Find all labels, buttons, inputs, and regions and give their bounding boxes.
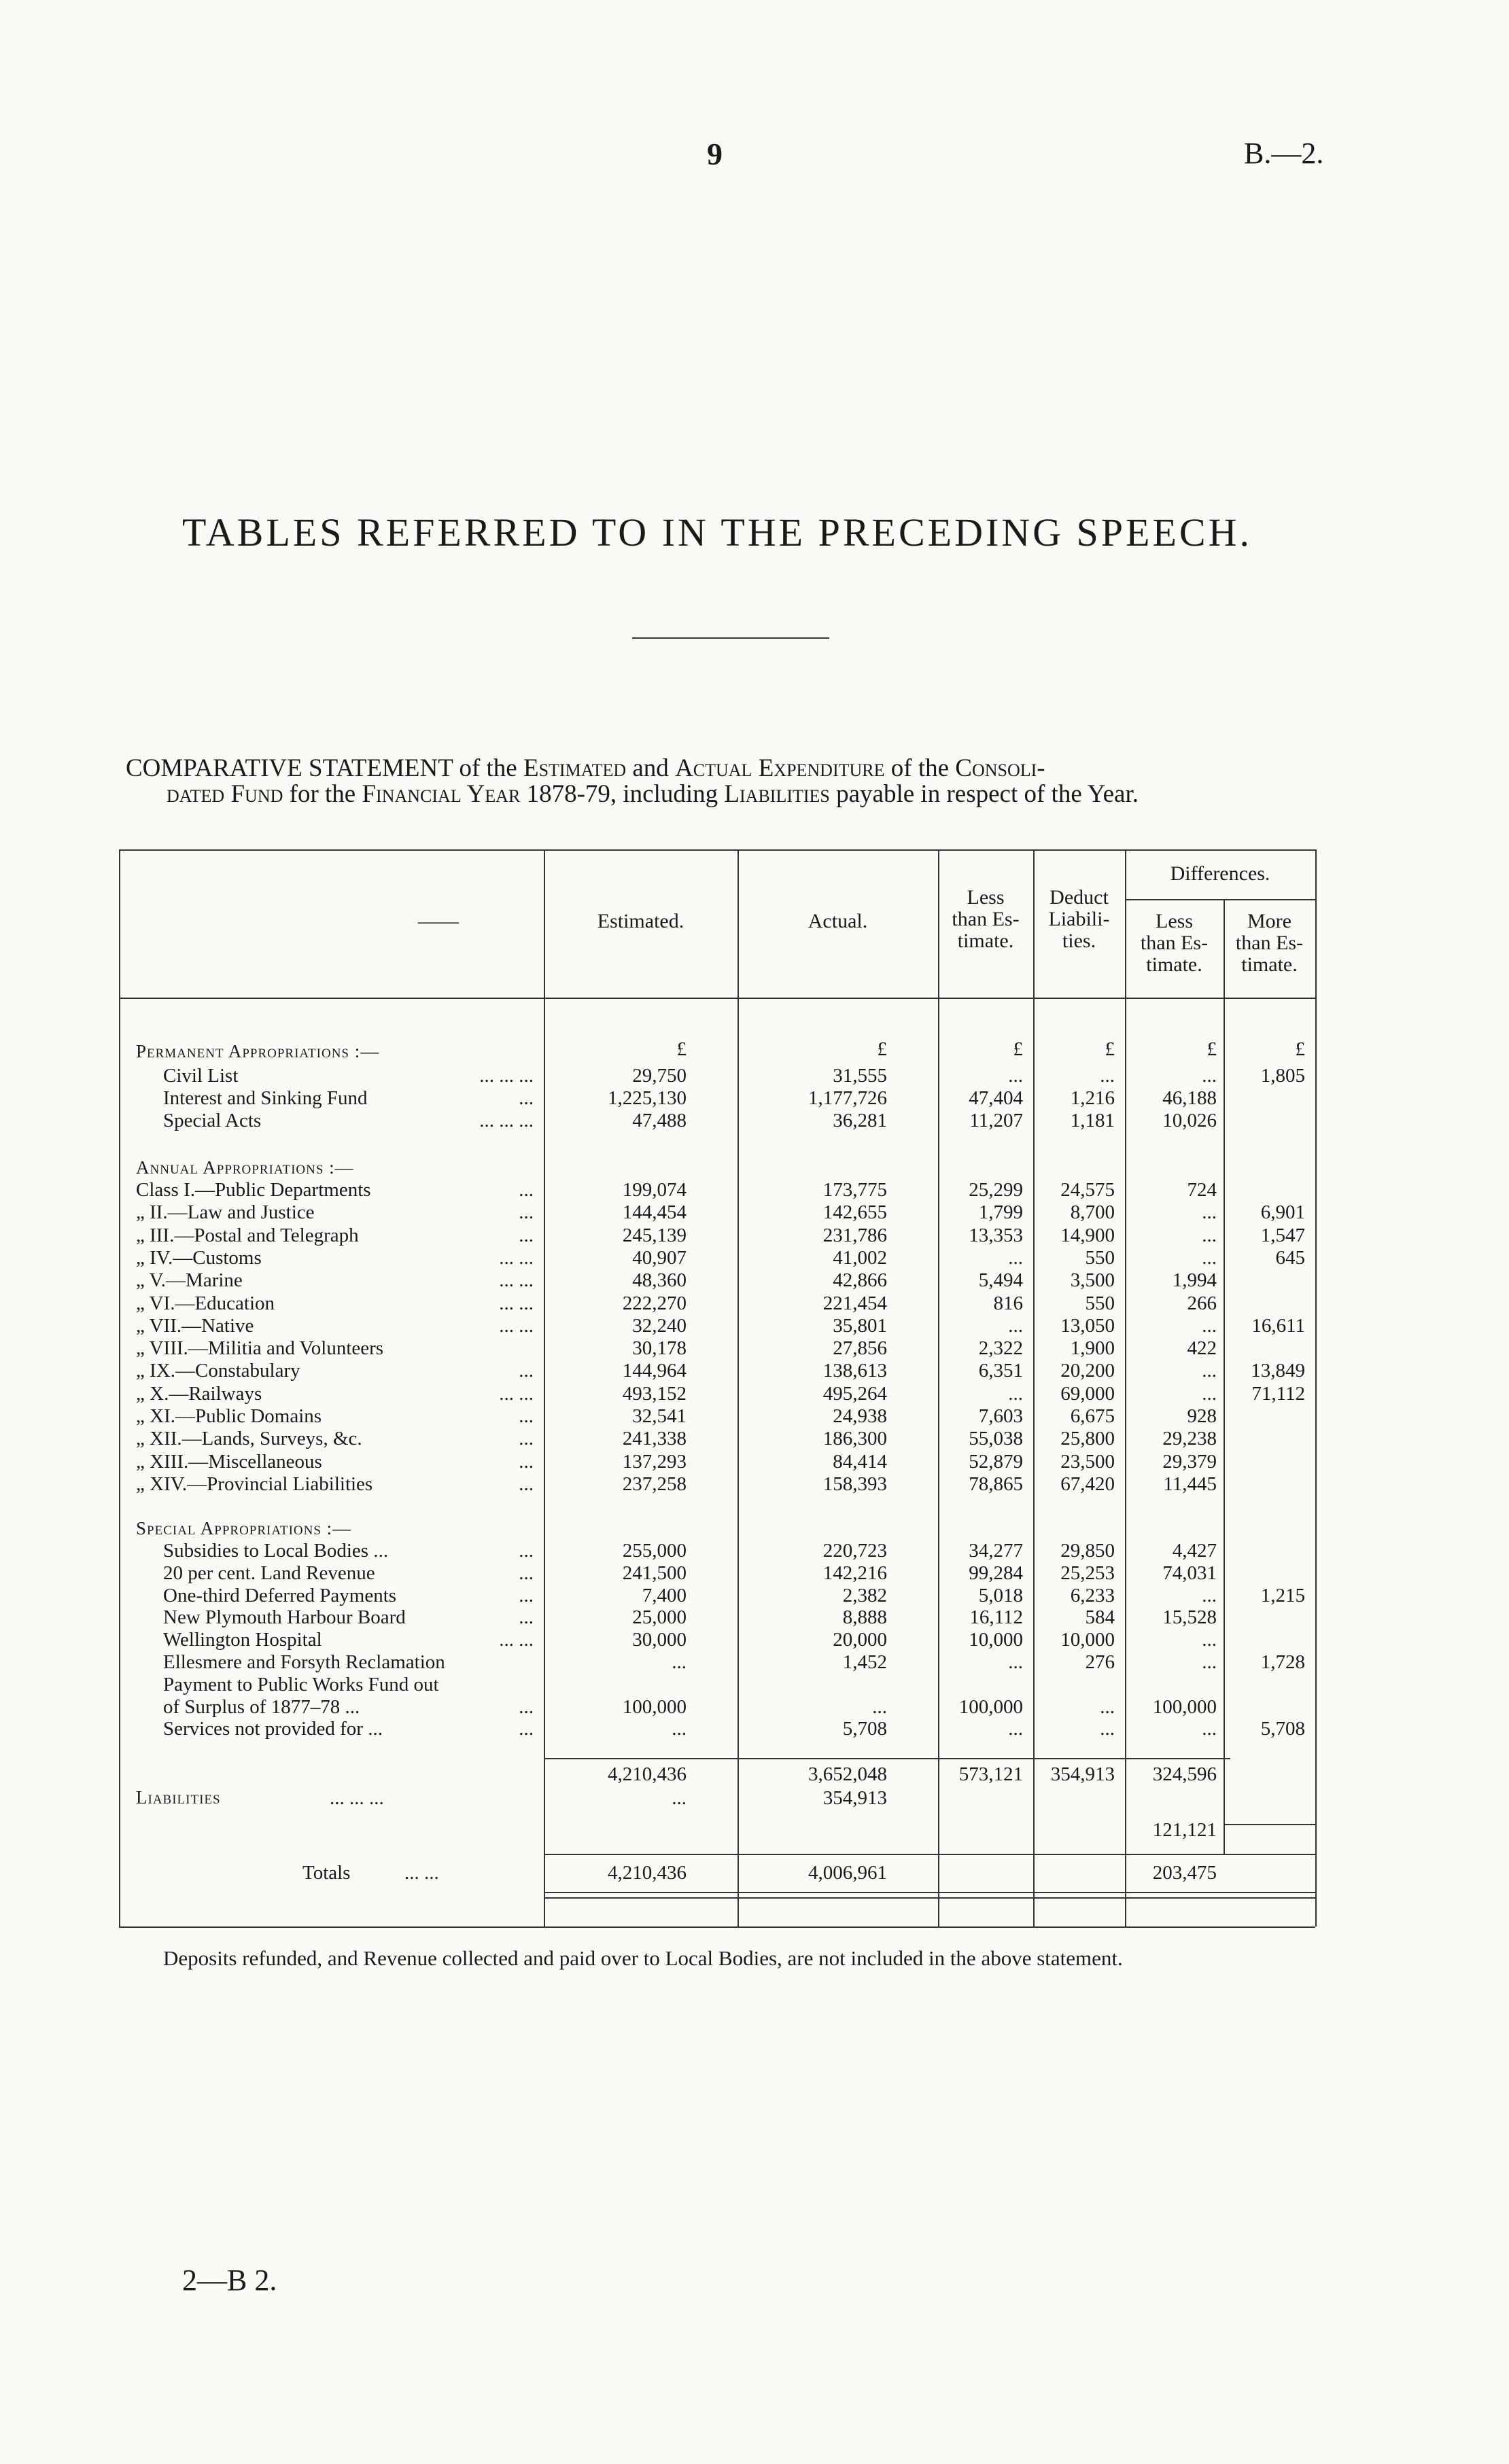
totals-label: Totals [302,1862,351,1884]
subtotal-rule [544,1758,1230,1759]
row-label: „ VI.—Education [136,1292,275,1314]
cell-less-than-estimate: 6,351 [978,1360,1023,1382]
row-leader-dots: ... [519,1562,534,1584]
heading-part: of the [453,754,523,782]
row-label: of Surplus of 1877–78 ... [163,1695,360,1718]
cell-actual: 1,452 [842,1651,887,1673]
cell-deduct-liabilities: 10,000 [1060,1629,1115,1651]
cell-diff-less: 1,994 [1172,1269,1217,1292]
cell-diff-more: 6,901 [1260,1201,1305,1224]
totals-top-rule [544,1854,1315,1855]
cell-estimated: 100,000 [622,1695,687,1718]
row-label: Civil List [163,1065,239,1087]
row-label: „ II.—Law and Justice [136,1201,315,1224]
heading-part: payable in respect of the Year. [829,780,1139,808]
cell-less-than-estimate: ... [1008,1718,1023,1740]
cell-deduct-liabilities: 24,575 [1060,1179,1115,1201]
statement-heading [126,756,1322,807]
cell-diff-less: 422 [1187,1337,1217,1360]
cell-deduct-liabilities: 6,675 [1070,1405,1115,1427]
totals-estimated: 4,210,436 [608,1862,687,1884]
cell-estimated: 222,270 [622,1292,687,1314]
cell-less-than-estimate: 10,000 [969,1629,1023,1651]
row-label: Services not provided for ... [163,1718,383,1740]
cell-deduct-liabilities: 276 [1085,1651,1115,1673]
subtotal-actual: 3,652,048 [808,1763,887,1785]
header-estimated: Estimated. [597,910,684,932]
row-leader-dots: ... [519,1606,534,1629]
totals-diff-less: 203,475 [1152,1862,1217,1884]
cell-actual: 1,177,726 [808,1087,887,1109]
cell-deduct-liabilities: 3,500 [1070,1269,1115,1292]
cell-diff-less: ... [1202,1651,1217,1673]
cell-estimated: 1,225,130 [608,1087,687,1109]
row-leader-dots: ... [519,1087,534,1109]
cell-diff-less: ... [1202,1360,1217,1382]
cell-deduct-liabilities: 23,500 [1060,1450,1115,1473]
heading-part: and [626,754,676,782]
row-leader-dots: ... ... ... [479,1065,534,1087]
header-more-than-estimate [1224,911,1315,976]
cell-deduct-liabilities: 6,233 [1070,1584,1115,1606]
cell-diff-more: 1,728 [1260,1651,1305,1673]
cell-estimated: 30,178 [632,1337,687,1360]
header-bottom-rule [119,998,1315,999]
row-label: Payment to Public Works Fund out [163,1673,439,1695]
cell-less-than-estimate: 11,207 [969,1110,1023,1131]
main-title: TABLES REFERRED TO IN THE PRECEDING SPEECH. [182,510,1252,555]
totals-double-rule [544,1897,1315,1899]
row-label: Subsidies to Local Bodies ... [163,1540,389,1562]
header-line: timate. [957,930,1014,952]
print-reference: 2—B 2. [182,2264,277,2297]
cell-deduct-liabilities: 584 [1085,1606,1115,1629]
cell-estimated: 255,000 [622,1540,687,1562]
row-label: Special Acts [163,1110,262,1131]
cell-actual: 142,216 [822,1562,887,1584]
liabilities-actual: 354,913 [822,1787,887,1809]
cell-diff-more: 16,611 [1251,1314,1305,1337]
cell-less-than-estimate: 13,353 [969,1224,1023,1246]
cell-actual: 186,300 [822,1428,887,1450]
cell-actual: 142,655 [822,1201,887,1224]
cell-deduct-liabilities: 25,253 [1060,1562,1115,1584]
row-leader-dots: ... ... [499,1382,534,1405]
cell-less-than-estimate: ... [1008,1382,1023,1405]
cell-actual: 35,801 [833,1314,887,1337]
header-actual: Actual. [808,910,868,932]
cell-diff-less: ... [1202,1382,1217,1405]
cell-deduct-liabilities: ... [1100,1695,1115,1718]
cell-actual: 41,002 [833,1246,887,1269]
header-differences: Differences. [1170,862,1270,885]
cell-estimated: 137,293 [622,1450,687,1473]
liabilities-rule [1224,1824,1315,1825]
cell-diff-less: ... [1202,1246,1217,1269]
cell-less-than-estimate: 100,000 [958,1695,1023,1718]
header-line: ties. [1062,930,1096,952]
cell-deduct-liabilities: 69,000 [1060,1382,1115,1405]
currency-symbol: £ [1295,1038,1305,1060]
row-label: Wellington Hospital [163,1629,322,1651]
cell-diff-less: ... [1202,1314,1217,1337]
cell-diff-less: 724 [1187,1179,1217,1201]
row-label: „ XII.—Lands, Surveys, &c. [136,1428,362,1450]
liabilities-dots: ... ... ... [330,1787,384,1809]
header-line: than Es- [1140,932,1209,954]
row-leader-dots: ... [519,1224,534,1246]
cell-diff-less: 46,188 [1162,1087,1217,1109]
cell-diff-less: 266 [1187,1292,1217,1314]
cell-diff-less: ... [1202,1065,1217,1087]
cell-less-than-estimate: 16,112 [969,1606,1023,1629]
header-line: than Es- [952,908,1020,930]
cell-diff-more: 1,805 [1260,1065,1305,1087]
header-diff-less-than-estimate [1125,911,1224,976]
row-label: Class I.—Public Departments [136,1179,371,1201]
cell-actual: 173,775 [822,1179,887,1201]
cell-actual: 42,866 [833,1269,887,1292]
cell-less-than-estimate: 55,038 [969,1428,1023,1450]
cell-deduct-liabilities: 1,181 [1070,1110,1115,1131]
header-line: Less [967,886,1005,909]
cell-actual: 36,281 [833,1110,887,1131]
row-leader-dots: ... ... [499,1269,534,1292]
totals-actual: 4,006,961 [808,1862,887,1884]
cell-less-than-estimate: ... [1008,1065,1023,1087]
cell-less-than-estimate: 52,879 [969,1450,1023,1473]
cell-estimated: 40,907 [632,1246,687,1269]
cell-estimated: 30,000 [632,1629,687,1651]
section-special: Special Appropriations :— [136,1518,352,1538]
cell-less-than-estimate: 816 [993,1292,1023,1314]
row-label: „ V.—Marine [136,1269,243,1292]
cell-estimated: 241,500 [622,1562,687,1584]
cell-actual: 24,938 [833,1405,887,1427]
cell-estimated: 32,240 [632,1314,687,1337]
header-line: More [1247,910,1291,932]
subtotal-estimated: 4,210,436 [608,1763,687,1785]
row-leader-dots: ... ... [499,1246,534,1269]
row-label: One-third Deferred Payments [163,1584,397,1606]
currency-symbol: £ [1013,1038,1023,1060]
currency-symbol: £ [1207,1038,1217,1060]
cell-estimated: 144,454 [622,1201,687,1224]
cell-deduct-liabilities: 29,850 [1060,1540,1115,1562]
cell-less-than-estimate: ... [1008,1314,1023,1337]
cell-actual: 27,856 [833,1337,887,1360]
footnote: Deposits refunded, and Revenue collected and paid over to Local Bodies, are not included in the above statement. [163,1946,1123,1970]
cell-less-than-estimate: 34,277 [969,1540,1023,1562]
subtotal-diff-less: 324,596 [1152,1763,1217,1785]
header-dash: —— [418,910,459,932]
cell-actual: 84,414 [833,1450,887,1473]
cell-diff-less: 11,445 [1163,1473,1217,1495]
cell-diff-more: 645 [1275,1246,1305,1269]
row-label: „ X.—Railways [136,1382,262,1405]
cell-actual: 5,708 [842,1718,887,1740]
cell-less-than-estimate: 78,865 [969,1473,1023,1495]
cell-estimated: 199,074 [622,1179,687,1201]
cell-diff-less: 928 [1187,1405,1217,1427]
cell-diff-less: 29,238 [1162,1428,1217,1450]
row-label: „ XIII.—Miscellaneous [136,1450,322,1473]
row-leader-dots: ... [519,1360,534,1382]
liabilities-label: Liabilities [136,1787,221,1808]
cell-estimated: 237,258 [622,1473,687,1495]
row-label: „ XIV.—Provincial Liabilities [136,1473,373,1495]
cell-estimated: 144,964 [622,1360,687,1382]
title-rule [632,637,829,639]
cell-diff-more: 5,708 [1260,1718,1305,1740]
liabilities-estimated: ... [672,1787,687,1809]
cell-deduct-liabilities: 1,216 [1070,1087,1115,1109]
currency-symbol: £ [676,1038,687,1060]
cell-diff-less: 4,427 [1172,1540,1217,1562]
row-leader-dots: ... [519,1405,534,1427]
row-leader-dots: ... ... [499,1629,534,1651]
cell-less-than-estimate: 5,018 [978,1584,1023,1606]
heading-part: Actual Expenditure [675,754,885,782]
row-leader-dots: ... [519,1428,534,1450]
cell-deduct-liabilities: 550 [1085,1246,1115,1269]
cell-diff-more: 13,849 [1251,1360,1305,1382]
cell-actual: 158,393 [822,1473,887,1495]
cell-less-than-estimate: 99,284 [969,1562,1023,1584]
cell-actual: 221,454 [822,1292,887,1314]
row-label: „ VII.—Native [136,1314,254,1337]
cell-deduct-liabilities: ... [1100,1065,1115,1087]
currency-symbol: £ [877,1038,887,1060]
liabilities-more: 121,121 [1152,1819,1217,1841]
row-label: 20 per cent. Land Revenue [163,1562,375,1584]
row-label: „ III.—Postal and Telegraph [136,1224,359,1246]
cell-actual: 495,264 [822,1382,887,1405]
cell-estimated: 47,488 [632,1110,687,1131]
cell-less-than-estimate: 47,404 [969,1087,1023,1109]
cell-diff-less: ... [1202,1201,1217,1224]
subtotal-less: 573,121 [958,1763,1023,1785]
comparative-statement-table [119,849,1315,1930]
cell-actual: 138,613 [822,1360,887,1382]
row-label: New Plymouth Harbour Board [163,1606,406,1629]
row-label: „ XI.—Public Domains [136,1405,322,1427]
row-label: „ IX.—Constabulary [136,1360,300,1382]
heading-part: COMPARATIVE STATEMENT [126,754,453,782]
cell-diff-more: 71,112 [1251,1382,1305,1405]
cell-actual: ... [872,1695,887,1718]
cell-deduct-liabilities: 550 [1085,1292,1115,1314]
row-leader-dots: ... [519,1473,534,1495]
cell-deduct-liabilities: 1,900 [1070,1337,1115,1360]
cell-diff-less: ... [1202,1584,1217,1606]
row-leader-dots: ... ... [499,1292,534,1314]
cell-diff-less: ... [1202,1718,1217,1740]
cell-estimated: 241,338 [622,1428,687,1450]
row-leader-dots: ... [519,1584,534,1606]
cell-diff-less: ... [1202,1224,1217,1246]
section-permanent: Permanent Appropriations :— [136,1041,380,1061]
header-line: Liabili- [1048,908,1110,930]
cell-estimated: 29,750 [632,1065,687,1087]
header-line: timate. [1146,953,1202,976]
header-line: Less [1156,910,1193,932]
heading-part: Consoli- [955,754,1045,782]
cell-diff-less: 74,031 [1162,1562,1217,1584]
cell-estimated: 48,360 [632,1269,687,1292]
cell-diff-less: 29,379 [1162,1450,1217,1473]
row-leader-dots: ... [519,1540,534,1562]
cell-estimated: 7,400 [642,1584,687,1606]
table-bottom-rule [119,1926,1315,1928]
row-label: Ellesmere and Forsyth Reclamation [163,1651,445,1673]
cell-less-than-estimate: 7,603 [978,1405,1023,1427]
cell-estimated: ... [672,1651,687,1673]
row-leader-dots: ... [519,1695,534,1718]
cell-less-than-estimate: ... [1008,1246,1023,1269]
heading-part: of the [884,754,956,782]
cell-actual: 8,888 [842,1606,887,1629]
cell-deduct-liabilities: 25,800 [1060,1428,1115,1450]
row-leader-dots: ... [519,1201,534,1224]
totals-bottom-rule [544,1892,1315,1893]
header-line: timate. [1241,953,1298,976]
row-leader-dots: ... [519,1718,534,1740]
cell-diff-less: 10,026 [1162,1110,1217,1131]
cell-less-than-estimate: 25,299 [969,1179,1023,1201]
cell-less-than-estimate: 1,799 [978,1201,1023,1224]
row-label: „ VIII.—Militia and Volunteers [136,1337,384,1360]
cell-less-than-estimate: ... [1008,1651,1023,1673]
cell-actual: 2,382 [842,1584,887,1606]
cell-less-than-estimate: 2,322 [978,1337,1023,1360]
heading-part: Liabilities [724,780,830,808]
cell-deduct-liabilities: 13,050 [1060,1314,1115,1337]
cell-deduct-liabilities: 8,700 [1070,1201,1115,1224]
column-rule [119,849,120,1926]
totals-dots: ... ... [404,1862,439,1884]
heading-part: dated Fund [167,780,283,808]
cell-actual: 220,723 [822,1540,887,1562]
heading-part: 1878-79, including [520,780,725,808]
row-label: Interest and Sinking Fund [163,1087,368,1109]
row-leader-dots: ... ... ... [479,1110,534,1131]
heading-part: Financial Year [362,780,521,808]
cell-estimated: ... [672,1718,687,1740]
cell-deduct-liabilities: 20,200 [1060,1360,1115,1382]
cell-less-than-estimate: 5,494 [978,1269,1023,1292]
cell-actual: 231,786 [822,1224,887,1246]
cell-estimated: 32,541 [632,1405,687,1427]
cell-deduct-liabilities: 67,420 [1060,1473,1115,1495]
heading-part: Estimated [523,754,627,782]
header-line: Deduct [1050,886,1109,909]
currency-symbol: £ [1105,1038,1115,1060]
heading-part: for the [283,780,362,808]
row-leader-dots: ... ... [499,1314,534,1337]
header-less-than-estimate [938,887,1033,952]
document-reference: B.—2. [1244,137,1324,170]
subtotal-deduct: 354,913 [1050,1763,1115,1785]
cell-diff-more: 1,215 [1260,1584,1305,1606]
cell-deduct-liabilities: 14,900 [1060,1224,1115,1246]
cell-diff-more: 1,547 [1260,1224,1305,1246]
section-annual: Annual Appropriations :— [136,1157,354,1178]
cell-deduct-liabilities: ... [1100,1718,1115,1740]
row-leader-dots: ... [519,1450,534,1473]
header-deduct-liabilities [1033,887,1125,952]
table-top-rule [119,849,1315,851]
cell-actual: 20,000 [833,1629,887,1651]
cell-estimated: 245,139 [622,1224,687,1246]
page-number: 9 [707,137,723,171]
differences-rule [1125,899,1315,900]
cell-diff-less: ... [1202,1629,1217,1651]
cell-estimated: 25,000 [632,1606,687,1629]
row-leader-dots: ... [519,1179,534,1201]
cell-diff-less: 15,528 [1162,1606,1217,1629]
row-label: „ IV.—Customs [136,1246,262,1269]
cell-diff-less: 100,000 [1152,1695,1217,1718]
cell-actual: 31,555 [833,1065,887,1087]
column-rule [1315,849,1317,1926]
header-line: than Es- [1235,932,1304,954]
cell-estimated: 493,152 [622,1382,687,1405]
